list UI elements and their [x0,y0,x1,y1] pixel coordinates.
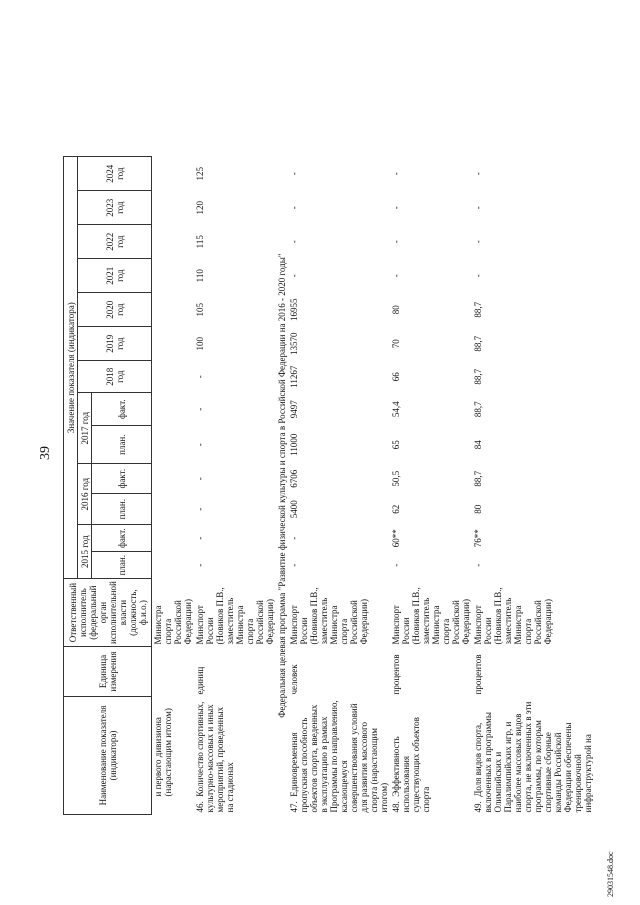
value-cell: 9497 [289,400,299,419]
cell-unit: процентов [473,654,483,695]
header-name: Наименование показателя (индикатора) [64,697,152,815]
value-cell: - [289,172,299,176]
value-cell: 13570 [289,332,299,355]
value-cell: 105 [195,302,205,317]
header-2019: 2019 год [78,327,152,361]
value-cell: - [195,563,205,567]
table-row [390,157,472,815]
header-2022: 2022 год [78,225,152,259]
cell-name [390,697,472,815]
value-cell: 110 [195,269,205,283]
header-plan: план. [92,426,152,464]
value-cell: - [195,443,205,447]
value-cell: - [289,206,299,210]
value-cell: 6706 [289,469,299,488]
value-cell: - [195,407,205,411]
value-cell: 84 [473,440,483,450]
value-cell: 76** [473,529,483,548]
value-cell: 60** [391,529,401,548]
header-2020: 2020 год [78,293,152,327]
row-name: Единовременная пропускная способность объектов спорта, введенных в эксплуатацию в рамках Программы по направлению, касающемуся совершенствования условий для развития массового спорта (нарастающим итогом) [289,700,389,813]
header-2017: 2017 год [78,393,92,464]
header-responsible: Ответственный исполнитель (федеральный орган исполнительной власти (должность, ф.и.о.) [64,579,152,647]
value-cell: - [391,274,401,278]
value-cell: 54,4 [391,401,401,418]
value-cell: 80 [473,504,483,514]
value-cell: 80 [391,305,401,315]
cell-unit: процентов [391,654,401,695]
row-number: 49. [473,801,483,813]
value-cell: 11267 [289,365,299,388]
value-cell: - [473,172,483,176]
value-cell: - [289,274,299,278]
program-heading-row [276,157,288,815]
row-name: Количество спортивных, культурно-массовых и иных мероприятий, проведенных на стадионах [195,701,235,813]
header-fact: факт. [92,525,152,552]
value-cell: - [473,563,483,567]
row-number: 46. [195,801,205,813]
cell-responsible: Минспорт России (Новиков П.В., заместитель Министра спорта Российской Федерации) [195,587,275,645]
cell-responsible: Минспорт России (Новиков П.В., заместитель Министра спорта Российской Федерации) [391,587,471,645]
value-cell: - [195,536,205,540]
header-unit: Единица измерения [64,647,152,697]
value-cell: 62 [391,504,401,514]
value-cell: 115 [195,235,205,249]
cell-name [194,697,276,815]
value-cell: - [289,563,299,567]
value-cell: - [473,206,483,210]
value-cell: - [195,375,205,379]
value-cell: 88,7 [473,335,483,352]
value-cell: 88,7 [473,301,483,318]
row-number: 48. [391,801,401,813]
value-cell: 88,7 [473,470,483,487]
value-cell: 11000 [289,433,299,456]
header-plan: план. [92,552,152,579]
value-cell: - [391,206,401,210]
header-2024: 2024 год [78,157,152,191]
value-cell: 66 [391,372,401,382]
header-2023: 2023 год [78,191,152,225]
value-cell: 5400 [289,500,299,519]
table-row [194,157,276,815]
file-name: 29031548.doc [606,851,615,897]
value-cell: 65 [391,440,401,450]
cell-unit: единиц [195,666,205,695]
row-number: 47. [289,801,299,813]
cell-name [472,697,594,815]
cell-responsible: Минспорт России (Новиков П.В., заместитель Министра спорта Российской Федерации) [289,587,369,645]
cell-unit: человек [289,664,299,695]
cell-name [288,697,390,815]
table-row [288,157,390,815]
value-cell: - [391,563,401,567]
value-cell: - [289,536,299,540]
value-cell: - [195,507,205,511]
value-cell: - [289,240,299,244]
header-2021: 2021 год [78,259,152,293]
page-number: 39 [38,446,53,460]
header-2016: 2016 год [78,464,92,525]
value-cell: 125 [195,166,205,181]
value-cell: 120 [195,200,205,215]
table-row [152,157,195,815]
cell-responsible: Минспорт России (Новиков П.В., заместитель Министра спорта Российской Федерации) [473,587,553,645]
header-fact: факт. [92,393,152,426]
value-cell: 70 [391,339,401,349]
value-cell: - [391,172,401,176]
cell-responsible: Министра спорта Российской Федерации) [153,598,193,645]
value-cell: - [195,477,205,481]
header-values-group: Значение показателя (индикатора) [64,157,78,579]
header-plan: план. [92,494,152,525]
program-heading: Федеральная целевая программа "Развитие физической культуры и спорта в Российской Федерации на 2016 - 2020 годы" [277,253,287,718]
row-name: Эффективность использования существующих объектов спорта [391,717,431,813]
header-fact: факт. [92,464,152,494]
value-cell: 88,7 [473,401,483,418]
value-cell: - [391,240,401,244]
indicator-table [63,156,594,815]
value-cell: 50,5 [391,470,401,487]
cell-name: и первого дивизиона (нарастающим итогом) [153,708,173,797]
value-cell: - [473,240,483,244]
value-cell: - [473,274,483,278]
cell-unit [152,647,195,697]
header-2015: 2015 год [78,525,92,579]
header-2018: 2018 год [78,361,152,393]
value-cell: 100 [195,336,205,351]
table-row [472,157,594,815]
row-name: Доля видов спорта, включенных в программы Олимпийских и Паралимпийских игр, и наиболее массовых видов спорта, не включенных в эти программы, по которым спортивные сборные команды Российской Федерации обеспечены тренировочной инфраструктурой на [473,701,593,813]
value-cell: 88,7 [473,368,483,385]
value-cell: 16955 [289,298,299,321]
